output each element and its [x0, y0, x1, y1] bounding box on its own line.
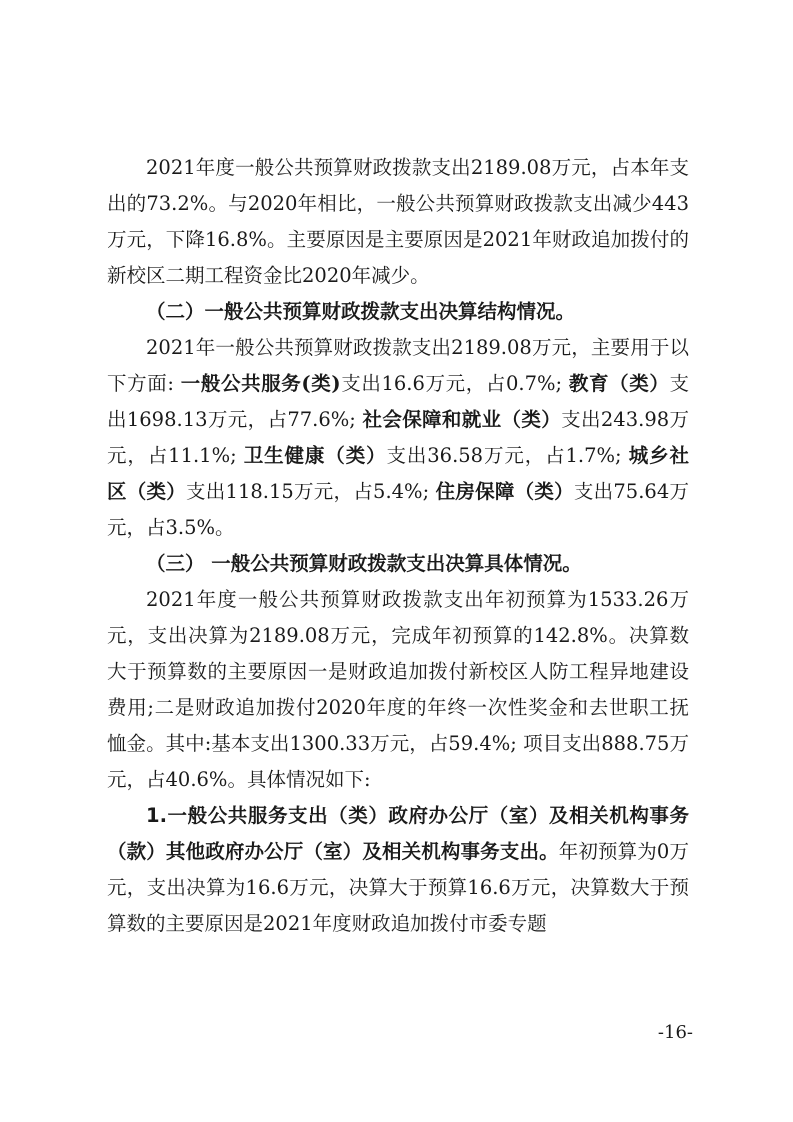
- paragraph-total-expenditure: 2021年度一般公共预算财政拨款支出2189.08万元，占本年支出的73.2%。与2020年相比，一般公共预算财政拨款支出减少443万元，下降16.8%。主要原因是主要原因是2021年财政追加拨付的新校区二期工程资金比2020年减少。: [107, 156, 689, 287]
- structure-intro: 2021年一般公共预算财政拨款支出2189.08万元，主要用于以下方面:: [107, 336, 689, 395]
- category-education-amount: 支出1698.13万元，占77.6%;: [107, 372, 689, 431]
- category-general-public-services: 一般公共服务(类): [180, 372, 341, 395]
- category-health: 卫生健康（类）: [243, 444, 387, 467]
- category-social-security: 社会保障和就业（类）: [362, 408, 562, 431]
- item-1-title: 1.一般公共服务支出（类）政府办公厅（室）及相关机构事务（款）其他政府办公厅（室）及相关机构事务支出。: [107, 804, 689, 863]
- category-urban-rural-community-amount: 支出118.15万元，占5.4%;: [186, 480, 436, 503]
- page-number: -16-: [657, 1022, 693, 1043]
- paragraph-structure: [107, 330, 689, 546]
- category-social-security-amount: 支出243.98万元，占11.1%;: [107, 408, 689, 467]
- category-health-amount: 支出36.58万元，占1.7%;: [386, 444, 629, 467]
- paragraph-item-1: [107, 798, 689, 942]
- category-housing-amount: 支出75.64万元，占3.5%。: [107, 480, 689, 539]
- body-text: [107, 150, 689, 942]
- category-housing: 住房保障（类）: [435, 480, 574, 503]
- category-education: 教育（类）: [568, 372, 670, 395]
- section-heading-details: （三） 一般公共预算财政拨款支出决算具体情况。: [146, 552, 582, 575]
- section-heading-structure: （二）一般公共预算财政拨款支出决算结构情况。: [146, 300, 576, 323]
- category-urban-rural-community: 城乡社区（类）: [107, 444, 689, 503]
- category-general-public-services-amount: 支出16.6万元，占0.7%;: [340, 372, 569, 395]
- paragraph-details: 2021年度一般公共预算财政拨款支出年初预算为1533.26万元，支出决算为2189.08万元，完成年初预算的142.8%。决算数大于预算数的主要原因一是财政追加拨付新校区人防工程异地建设费用;二是财政追加拨付2020年度的年终一次性奖金和去世职工抚恤金。其中:基本支出1300.33万元，占59.4%; 项目支出888.75万元，占40.6%。具体情况如下:: [107, 588, 689, 791]
- item-1-text: 年初预算为0万元，支出决算为16.6万元，决算大于预算16.6万元，决算数大于预算数的主要原因是2021年度财政追加拨付市委专题: [107, 840, 689, 935]
